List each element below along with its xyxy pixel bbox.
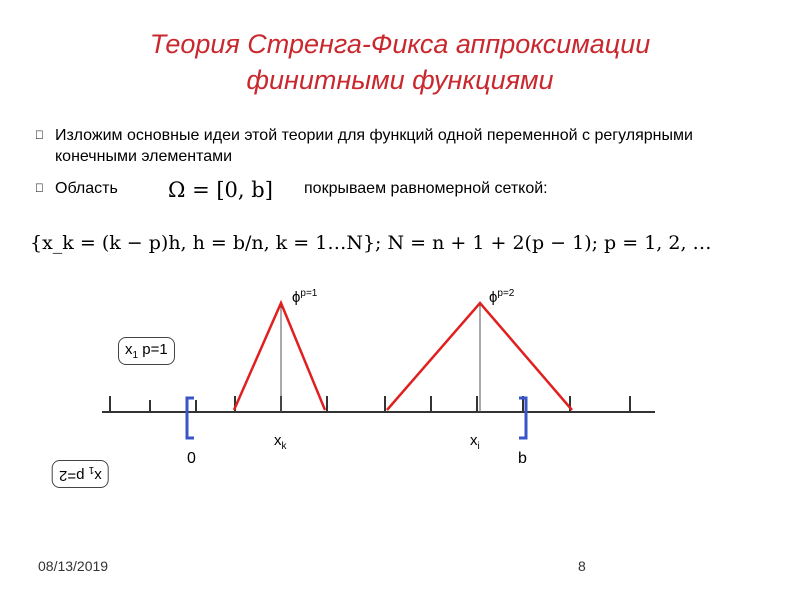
x1-p2-callout-flipped: $x_1$ p=2 [52,460,109,488]
grid-formula: {x_k = (k − p)h, h = b/n, k = 1…N}; N = n + 1 + 2(p − 1); p = 1, 2, … [30,232,712,254]
bullet-2-text-after: покрываем равномерной сеткой: [304,180,548,197]
phi1-label: $\phi^{p=1}$ [292,288,318,306]
title-line-1: Теория Стренга-Фикса аппроксимации [149,29,651,59]
domain-formula: Ω = [0, b] [168,178,273,202]
left-bracket [187,398,194,438]
title-line-2: финитными функциями [246,65,554,95]
xi-label: $x_i$ [470,432,480,452]
phi2-label: $\phi^{p=2}$ [489,288,515,306]
phi1-hat-function [234,303,325,410]
footer-date: 08/13/2019 [38,558,109,574]
bullet-1-text: Изложим основные идеи этой теории для функций одной переменной с регулярными конечными элементами [55,127,693,165]
zero-label: 0 [187,450,196,467]
bullet-2-text-before: Область [55,180,118,197]
b-label: b [518,450,527,467]
x1-p1-callout: $x_1$ p=1 [118,337,175,365]
page-number: 8 [578,558,586,574]
xk-label: $x_k$ [274,432,287,452]
